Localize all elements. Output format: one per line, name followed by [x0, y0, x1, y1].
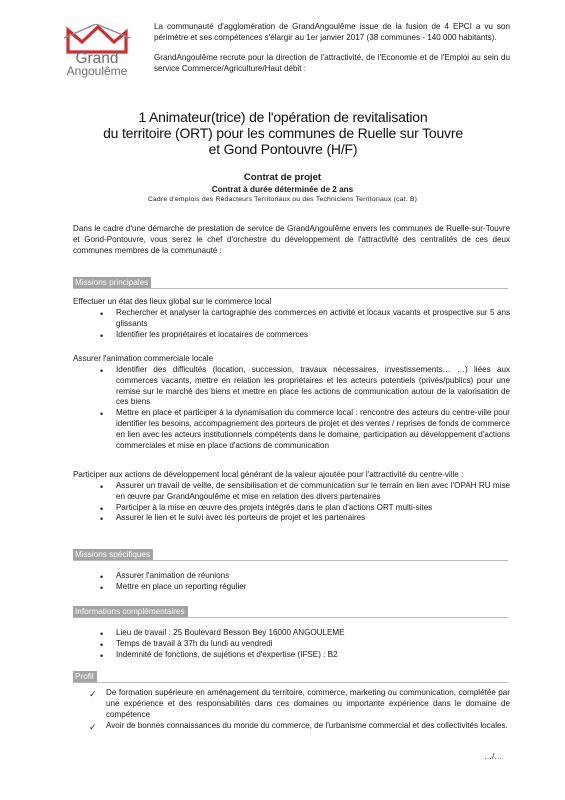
job-title-line-3: et Gond Pontouvre (H/F)	[208, 141, 358, 157]
mission-developpement-local	[73, 470, 510, 524]
contract-type: Contrat de projet	[243, 172, 322, 183]
bullet-icon: •	[100, 582, 104, 593]
list-item: • Lieu de travail : 25 Boulevard Besson Bey 16000 ANGOULEME	[100, 628, 345, 639]
bullet-icon: •	[100, 503, 104, 514]
list-item: • Indemnité de fonctions, de sujétions et d'expertise (IFSE) : B2	[100, 649, 338, 661]
job-title	[78, 109, 488, 157]
section-label: Missions spécifiques	[73, 549, 153, 560]
bullet-icon: •	[100, 308, 104, 319]
section-header-missions-specifiques	[73, 549, 508, 561]
list-item: ✓ De formation supérieure en aménagement du territoire, commerce, marketing ou communication, complétée par une expérience et des responsabilités dans ces domaines ou importante expérience dans le domaine de compétence	[89, 688, 510, 719]
logo-word-angouleme: Angoulême	[66, 64, 128, 78]
mission-etat-des-lieux	[73, 297, 510, 340]
list-item: ✓ Avoir de bonnes connaissances du monde du commerce, de l'urbanisme commercial et des collectivités locales.	[89, 720, 508, 732]
list-item: • Temps de travail à 37h du lundi au vendredi	[100, 638, 273, 650]
logo-word-grand: Grand	[75, 50, 119, 67]
bullet-icon: •	[100, 330, 104, 341]
mission-heading: Effectuer un état des lieux global sur le commerce local	[73, 297, 272, 306]
intro-paragraph-2: GrandAngoulême recrute pour la direction de l'attractivité, de l'Economie et de l'Emploi au sein du service Commerce/Agriculture/Haut débit :	[154, 52, 510, 73]
missions-specifiques-list	[73, 571, 510, 593]
grandangouleme-logo	[62, 24, 132, 80]
contract-duration: Contrat à durée déterminée de 2 ans	[211, 185, 354, 194]
profil-checklist	[73, 688, 510, 731]
intro-text	[154, 22, 510, 74]
lead-paragraph: Dans le cadre d'une démarche de prestation de service de GrandAngoulême envers les communes de Ruelle-sur-Touvre et Gond-Pontouvre, vous serez le chef d'orchestre du développement de l'attractivité des centralités de ces deux communes membres de la communauté :	[73, 224, 510, 255]
section-label: Missions principales	[73, 277, 151, 288]
list-item: • Participer à la mise en œuvre des projets intégrés dans le plan d'actions ORT multi-sites	[100, 502, 433, 514]
list-item: • Assurer le lien et le suivi avec les porteurs de projet et les partenaires	[100, 513, 366, 525]
section-header-informations	[73, 606, 508, 618]
bullet-icon: •	[100, 409, 104, 420]
list-item: • Rechercher et analyser la cartographie des commerces en activité et locaux vacants et prospective sur 5 ans glissants	[100, 307, 510, 328]
mission-list	[73, 481, 510, 524]
mission-heading: Assurer l'animation commerciale locale	[73, 354, 214, 363]
job-title-line-1: 1 Animateur(trice) de l'opération de revitalisation	[138, 109, 428, 125]
list-item: • Identifier les propriétaires et locataires de commerces	[100, 329, 309, 341]
check-icon: ✓	[89, 721, 97, 732]
section-header-profil	[73, 671, 508, 683]
bullet-icon: •	[100, 639, 104, 650]
list-item: • Identifier des difficultés (location, succession, travaux nécessaires, investissements… …) liées aux commerces vacants, mettre en relation les propriétaires et les acteurs potentiels (privés/publics) pour une remise sur le marché des biens et mettre en place les actions de communication autour de la valorisation de ces biens	[100, 364, 510, 407]
intro-paragraph-1: La communauté d'agglomération de GrandAngoulême issue de la fusion de 4 EPCI a vu son périmètre et ses compétences s'élargir au 1er janvier 2017 (38 communes - 140 000 habitants).	[154, 22, 510, 42]
profil-list	[73, 688, 510, 731]
section-header-missions-principales	[73, 277, 508, 289]
list-item: • Mettre en place et participer à la dynamisation du commerce local : rencontre des acteurs du centre-ville pour identifier les besoins, accompagnement des porteurs de projet et des ventes / reprises de fonds de commerce en lien avec les acteurs institutionnels compétents dans le domaine, participation au développement d'actions commerciales et mise en place d'actions de communication	[100, 408, 510, 450]
bullet-icon: •	[100, 629, 104, 639]
mission-animation-commerciale	[73, 354, 510, 452]
bullet-icon: •	[100, 481, 104, 492]
list-item: • Mettre en place un reporting régulier	[100, 581, 247, 593]
contract-info	[60, 172, 505, 205]
bullet-icon: •	[100, 650, 104, 661]
section-label: Informations complémentaires	[73, 606, 188, 617]
mission-heading: Participer aux actions de développement local générant de la valeur ajoutée pour l'attractivité du centre-ville :	[73, 470, 464, 479]
page-continuation: …/…	[484, 752, 503, 761]
job-title-line-2: du territoire (ORT) pour les communes de Ruelle sur Touvre	[103, 125, 463, 141]
informations-list	[73, 628, 510, 661]
check-icon: ✓	[89, 689, 97, 699]
list-item: • Assurer l'animation de réunions	[100, 571, 230, 582]
bullet-icon: •	[100, 514, 104, 525]
mission-list	[73, 571, 510, 593]
mission-list	[73, 308, 510, 341]
contract-grade: Cadre d'emplois des Rédacteurs Territoriaux ou des Techniciens Territoriaux (cat. B)	[147, 196, 418, 203]
bullet-icon: •	[100, 365, 104, 376]
mission-list	[73, 365, 510, 452]
info-list	[73, 628, 510, 661]
list-item: • Assurer un travail de veille, de sensibilisation et de communication sur le terrain en lien avec l'OPAH RU mise en œuvre par GrandAngoulême et mise en relation des divers partenaires	[100, 480, 510, 501]
bullet-icon: •	[100, 572, 104, 582]
section-label: Profil	[73, 671, 97, 682]
